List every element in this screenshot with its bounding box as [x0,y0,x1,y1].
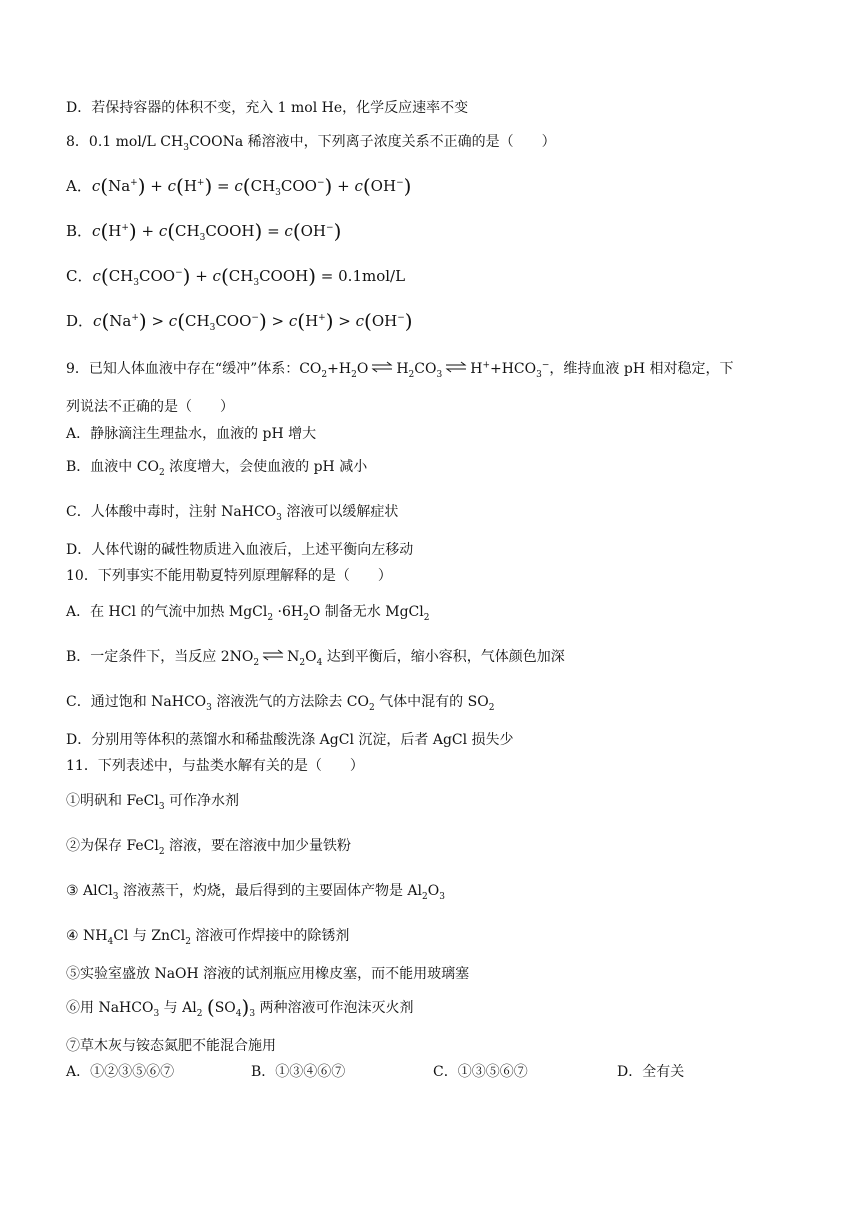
q9-stem-line1: 9．已知人体血液中存在“缓冲”体系：$CO_2+H_2O$ $H_2CO_3$ $H^++HCO_3^-$，维持血液 pH 相对稳定，下 [66,360,734,380]
q9-option-c: C．人体酸中毒时，注射 NaHCO$_3$ 溶液可以缓解症状 [66,504,399,523]
q8-stem: 8．0.1 mol/L $CH_3COONa$ 稀溶液中，下列离子浓度关系不正确的是（ ） [66,134,556,153]
q9-option-a: A．静脉滴注生理盐水，血液的 pH 增大 [66,426,317,442]
q10-option-d: D．分别用等体积的蒸馏水和稀盐酸洗涤 AgCl 沉淀，后者 AgCl 损失少 [66,732,514,748]
q7-option-d: D．若保持容器的体积不变，充入 1 mol He，化学反应速率不变 [66,100,469,116]
q11-item-7: ⑦草木灰与铵态氮肥不能混合施用 [66,1038,276,1054]
q11-stem: 11．下列表述中，与盐类水解有关的是（ ） [66,758,364,774]
q8-option-c: C．$c(CH_3COO^-)$ + $c(CH_3COOH) = 0.1mol/L$ [66,264,406,288]
q11-option-c: C．①③⑤⑥⑦ [433,1064,528,1080]
q8-option-b: B．$c(H^+) + c(CH_3COOH) = c(OH^-)$ [66,219,342,243]
q9-option-b: B．血液中 $CO_2$ 浓度增大，会使血液的 pH 减小 [66,459,368,478]
q11-item-1: ①明矾和 FeCl$_3$ 可作净水剂 [66,793,240,812]
q9-stem-line2: 列说法不正确的是（ ） [66,399,234,415]
equilibrium-arrow-icon [445,361,467,373]
q10-option-c: C．通过饱和 NaHCO$_3$ 溶液洗气的方法除去 $CO_2$ 气体中混有的 $SO_2$ [66,694,495,713]
q11-option-d: D．全有关 [617,1064,685,1080]
q8-option-a: A．$c(Na^+) + c(H^+) = c(CH_3COO^-) + c(OH^-)$ [66,174,412,198]
q11-item-5: ⑤实验室盛放 NaOH 溶液的试剂瓶应用橡皮塞，而不能用玻璃塞 [66,966,470,982]
q11-option-a: A．①②③⑤⑥⑦ [66,1064,175,1080]
q9-option-d: D．人体代谢的碱性物质进入血液后，上述平衡向左移动 [66,542,414,558]
q10-option-a: A．在 HCl 的气流中加热 MgCl$_2$ $\cdot 6H_2O$ 制备无水 MgCl$_2$ [66,604,430,623]
q11-item-4: ④ $NH_4Cl$ 与 ZnCl$_2$ 溶液可作焊接中的除锈剂 [66,928,350,947]
q10-stem: 10．下列事实不能用勒夏特列原理解释的是（ ） [66,568,392,584]
equilibrium-arrow-icon [262,649,284,661]
q11-option-b: B．①③④⑥⑦ [251,1064,346,1080]
q11-item-3: ③ AlCl$_3$ 溶液蒸干，灼烧，最后得到的主要固体产物是 $Al_2O_3$ [66,883,445,902]
q10-option-b: B．一定条件下，当反应 $2NO_2$ $N_2O_4$ 达到平衡后，缩小容积，气体颜色加深 [66,649,565,668]
q11-item-6: ⑥用 NaHCO$_3$ 与 $Al_2$ $(SO_4)_3$ 两种溶液可作泡沫灭火剂 [66,995,414,1019]
equilibrium-arrow-icon [371,361,393,373]
q8-option-d: D．$c(Na^+) > c(CH_3COO^-) > c(H^+) > c(OH^-)$ [66,309,413,333]
q11-item-2: ②为保存 FeCl$_2$ 溶液，要在溶液中加少量铁粉 [66,838,352,857]
